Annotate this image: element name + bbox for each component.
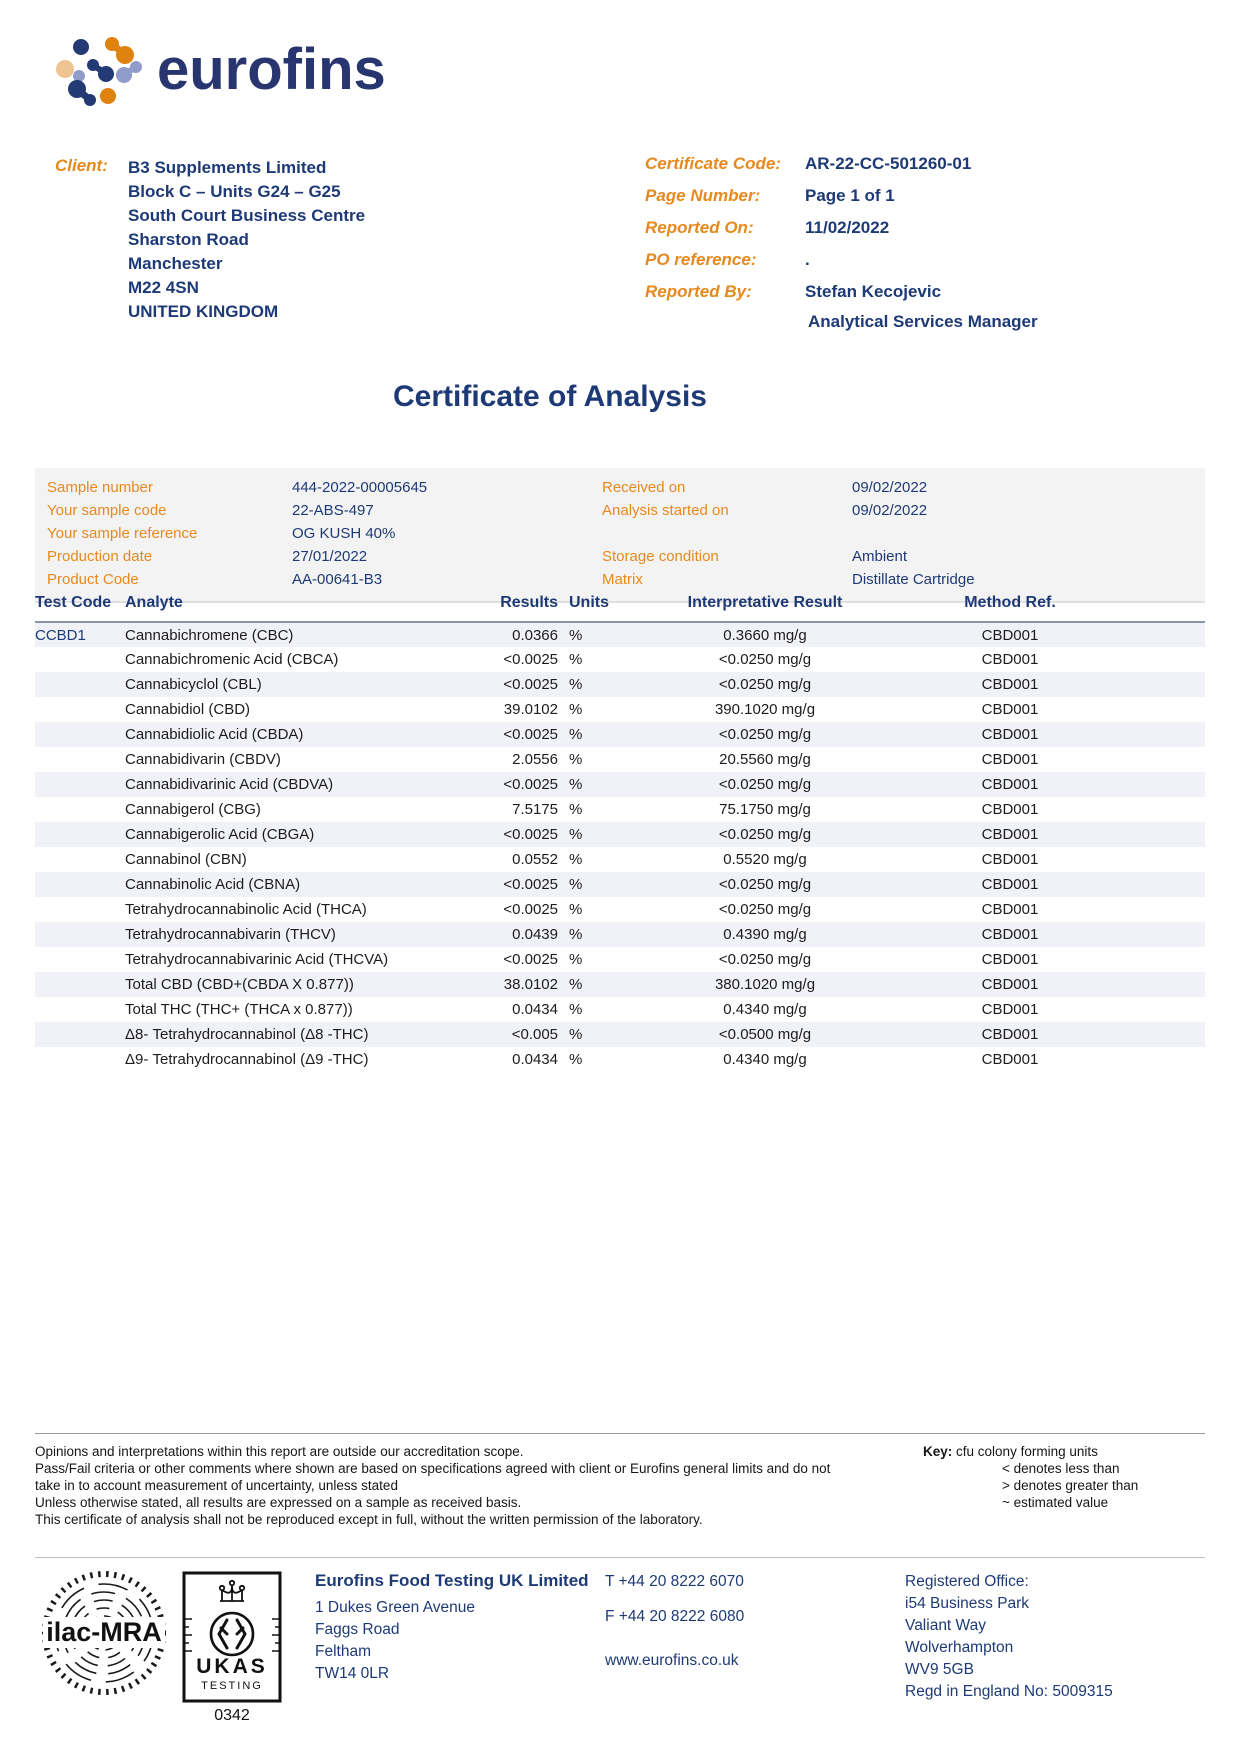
unit-cell: % xyxy=(569,751,583,768)
sample-info-value: 09/02/2022 xyxy=(852,479,928,496)
test-code-cell xyxy=(35,972,125,997)
result-cell: 0.0552 xyxy=(512,851,558,868)
registered-office-line: i54 Business Park xyxy=(905,1595,1030,1612)
sample-info-label xyxy=(602,522,852,545)
method-cell: CBD001 xyxy=(925,972,1095,997)
table-row xyxy=(35,797,1205,822)
analyte-cell: Tetrahydrocannabivarinic Acid (THCVA) xyxy=(125,951,389,968)
registered-office-line: Wolverhampton xyxy=(905,1639,1014,1656)
result-cell: <0.0025 xyxy=(460,872,560,897)
unit-cell: % xyxy=(560,1022,605,1047)
unit-cell: % xyxy=(560,822,605,847)
analyte-cell: Total THC (THC+ (THCA x 0.877)) xyxy=(125,1001,353,1018)
test-code-cell xyxy=(35,1047,125,1072)
sample-info-row xyxy=(47,545,1205,568)
interpretative-cell: 20.5560 mg/g xyxy=(719,751,811,768)
sample-info-label: Your sample reference xyxy=(47,525,198,542)
table-row xyxy=(35,772,1205,797)
sample-info-value: Ambient xyxy=(852,548,908,565)
table-row xyxy=(35,647,1205,672)
method-cell: CBD001 xyxy=(925,1022,1095,1047)
test-code-cell xyxy=(35,1022,125,1047)
interpretative-cell: <0.0250 mg/g xyxy=(605,872,925,897)
header-test-code: Test Code xyxy=(35,594,125,622)
result-cell: <0.0025 xyxy=(503,951,558,968)
disclaimer-section xyxy=(35,1433,1205,1528)
unit-cell: % xyxy=(560,872,605,897)
analyte-cell: Cannabidiol (CBD) xyxy=(125,701,251,718)
filler-cell xyxy=(1095,997,1205,1022)
method-cell: CBD001 xyxy=(925,672,1095,697)
result-cell: <0.0025 xyxy=(460,672,560,697)
test-code-cell: CCBD1 xyxy=(35,622,125,647)
interpretative-cell: <0.0500 mg/g xyxy=(605,1022,925,1047)
company-address-line: 1 Dukes Green Avenue xyxy=(315,1599,475,1616)
footer-divider xyxy=(35,1557,1205,1558)
table-row xyxy=(35,1022,1205,1047)
method-cell: CBD001 xyxy=(925,772,1095,797)
result-cell: 0.0434 xyxy=(512,1051,558,1068)
header-analyte: Analyte xyxy=(125,594,460,622)
disclaimer-line: This certificate of analysis shall not be reproduced except in full, without the written permission of the laboratory. xyxy=(35,1512,703,1527)
method-cell: CBD001 xyxy=(981,751,1039,768)
page-title: Certificate of Analysis xyxy=(393,380,707,413)
certificate-meta xyxy=(645,154,1205,332)
result-cell: 0.0434 xyxy=(512,1001,558,1018)
sample-info-row xyxy=(47,522,1205,545)
sample-info-label: Sample number xyxy=(47,479,153,496)
client-address-line: UNITED KINGDOM xyxy=(128,302,279,321)
key-heading xyxy=(923,1443,1138,1460)
result-cell: <0.0025 xyxy=(503,651,558,668)
analyte-cell: Cannabichromenic Acid (CBCA) xyxy=(125,651,339,668)
header-filler xyxy=(1095,594,1205,622)
unit-cell: % xyxy=(569,801,583,818)
company-address xyxy=(315,1597,589,1685)
filler-cell xyxy=(1095,647,1205,672)
company-address-line: TW14 0LR xyxy=(315,1665,390,1682)
sample-info-label: Analysis started on xyxy=(602,502,729,519)
interpretative-cell: <0.0250 mg/g xyxy=(605,722,925,747)
method-cell: CBD001 xyxy=(925,722,1095,747)
unit-cell: % xyxy=(569,1001,583,1018)
interpretative-cell: 390.1020 mg/g xyxy=(714,701,816,718)
sample-info-value: 444-2022-00005645 xyxy=(292,479,428,496)
interpretative-cell: 380.1020 mg/g xyxy=(605,972,925,997)
meta-row xyxy=(645,186,1205,206)
interpretative-cell: 0.5520 mg/g xyxy=(723,851,807,868)
analyte-cell: Cannabinolic Acid (CBNA) xyxy=(125,872,460,897)
unit-cell: % xyxy=(560,772,605,797)
sample-info-value: 27/01/2022 xyxy=(292,548,368,565)
registered-office-line: WV9 5GB xyxy=(905,1661,974,1678)
header-results: Results xyxy=(460,594,560,622)
meta-label: Page Number: xyxy=(645,186,761,205)
unit-cell: % xyxy=(560,722,605,747)
unit-cell: % xyxy=(569,701,583,718)
sample-info-label: Production date xyxy=(47,548,153,565)
table-row xyxy=(35,972,1205,997)
sample-info-row xyxy=(47,568,1205,591)
sample-info-label: Received on xyxy=(602,479,686,496)
table-row xyxy=(35,722,1205,747)
company-block xyxy=(315,1571,589,1685)
key-intro: cfu colony forming units xyxy=(956,1444,1098,1459)
test-code-cell xyxy=(35,747,125,772)
interpretative-cell: 0.3660 mg/g xyxy=(605,622,925,647)
sample-info-value: 22-ABS-497 xyxy=(292,502,374,519)
header-units: Units xyxy=(560,594,605,622)
unit-cell: % xyxy=(569,901,583,918)
accreditation-number: 0342 xyxy=(214,1707,250,1724)
unit-cell: % xyxy=(569,1051,583,1068)
method-cell: CBD001 xyxy=(981,701,1039,718)
svg-text:ilac-MRA: ilac-MRA xyxy=(46,1617,162,1647)
interpretative-cell: <0.0250 mg/g xyxy=(718,951,812,968)
meta-value: Page 1 of 1 xyxy=(805,186,895,205)
sample-info-value: 09/02/2022 xyxy=(852,502,928,519)
table-row xyxy=(35,847,1205,872)
filler-cell xyxy=(1095,672,1205,697)
unit-cell: % xyxy=(560,672,605,697)
test-code-cell xyxy=(35,922,125,947)
website-url: www.eurofins.co.uk xyxy=(605,1652,739,1669)
result-cell: <0.0025 xyxy=(460,822,560,847)
table-row xyxy=(35,997,1205,1022)
reported-by-title: Analytical Services Manager xyxy=(808,312,1038,331)
results-table-body xyxy=(35,622,1205,1072)
analyte-cell: Cannabigerol (CBG) xyxy=(125,801,261,818)
result-cell: 0.0366 xyxy=(460,622,560,647)
client-address-line: Manchester xyxy=(128,254,223,273)
meta-label: Certificate Code: xyxy=(645,154,782,173)
test-code-cell xyxy=(35,772,125,797)
analyte-cell: Total CBD (CBD+(CBDA X 0.877)) xyxy=(125,972,460,997)
analyte-cell: Cannabicyclol (CBL) xyxy=(125,672,460,697)
sample-info-label: Your sample code xyxy=(47,502,167,519)
table-row xyxy=(35,697,1205,722)
eurofins-wordmark: eurofins xyxy=(157,36,386,102)
filler-cell xyxy=(1095,772,1205,797)
result-cell: 7.5175 xyxy=(512,801,558,818)
eurofins-logo-icon xyxy=(55,32,143,115)
table-row xyxy=(35,672,1205,697)
interpretative-cell: 0.4340 mg/g xyxy=(723,1001,807,1018)
result-cell: 38.0102 xyxy=(460,972,560,997)
filler-cell xyxy=(1095,922,1205,947)
key-block xyxy=(923,1443,1138,1511)
test-code-cell xyxy=(35,897,125,922)
key-label: Key: xyxy=(923,1444,953,1459)
sample-info-label: Matrix xyxy=(602,571,643,588)
test-code-cell xyxy=(35,697,125,722)
filler-cell xyxy=(1095,897,1205,922)
analyte-cell: Cannabigerolic Acid (CBGA) xyxy=(125,822,460,847)
test-code-cell xyxy=(35,822,125,847)
result-cell: 0.0439 xyxy=(460,922,560,947)
client-label: Client: xyxy=(55,156,108,175)
company-name: Eurofins Food Testing UK Limited xyxy=(315,1571,589,1590)
result-cell: <0.0025 xyxy=(460,772,560,797)
results-table-header xyxy=(35,594,1205,622)
test-code-cell xyxy=(35,997,125,1022)
client-address-line: South Court Business Centre xyxy=(128,206,366,225)
sample-info-label: Product Code xyxy=(47,571,139,588)
results-table xyxy=(35,594,1205,1072)
key-item: > denotes greater than xyxy=(1002,1478,1139,1493)
method-cell: CBD001 xyxy=(981,851,1039,868)
meta-value: . xyxy=(805,250,810,269)
fax: F +44 20 8222 6080 xyxy=(605,1608,745,1625)
method-cell: CBD001 xyxy=(981,1001,1039,1018)
analyte-cell: Tetrahydrocannabinolic Acid (THCA) xyxy=(125,901,367,918)
sample-info-row xyxy=(47,499,1205,522)
table-row xyxy=(35,747,1205,772)
unit-cell: % xyxy=(560,922,605,947)
interpretative-cell: <0.0250 mg/g xyxy=(605,772,925,797)
company-address-line: Feltham xyxy=(315,1643,371,1660)
disclaimer-line: Opinions and interpretations within this report are outside our accreditation scope. xyxy=(35,1444,524,1459)
interpretative-cell: 75.1750 mg/g xyxy=(719,801,811,818)
interpretative-cell: <0.0250 mg/g xyxy=(605,672,925,697)
unit-cell: % xyxy=(569,951,583,968)
sample-info-value: Distillate Cartridge xyxy=(852,571,975,588)
meta-label: Reported By: xyxy=(645,282,752,301)
test-code-cell xyxy=(35,647,125,672)
disclaimer-line: Pass/Fail criteria or other comments where shown are based on specifications agreed with client or Eurofins general limits and do not xyxy=(35,1461,831,1476)
meta-row xyxy=(645,250,1205,270)
analyte-cell: Δ8- Tetrahydrocannabinol (Δ8 -THC) xyxy=(125,1022,460,1047)
registered-office-line: Valiant Way xyxy=(905,1617,986,1634)
interpretative-cell: <0.0250 mg/g xyxy=(718,901,812,918)
registered-office-title: Registered Office: xyxy=(905,1573,1029,1590)
ukas-logo-icon xyxy=(182,1571,282,1708)
contact-block xyxy=(605,1573,744,1670)
analyte-cell: Cannabidiolic Acid (CBDA) xyxy=(125,722,460,747)
interpretative-cell: 0.4340 mg/g xyxy=(723,1051,807,1068)
header-method: Method Ref. xyxy=(925,594,1095,622)
svg-text:UKAS: UKAS xyxy=(196,1655,268,1678)
registered-office-block xyxy=(905,1571,1113,1703)
result-cell: <0.0025 xyxy=(460,722,560,747)
key-item: < denotes less than xyxy=(1002,1461,1120,1476)
footer xyxy=(35,1565,1205,1750)
filler-cell xyxy=(1095,872,1205,897)
sample-info-value: AA-00641-B3 xyxy=(292,571,383,588)
eurofins-brand xyxy=(55,32,386,115)
analyte-cell: Cannabichromene (CBC) xyxy=(125,622,460,647)
filler-cell xyxy=(1095,972,1205,997)
table-row xyxy=(35,1047,1205,1072)
sample-info-value: OG KUSH 40% xyxy=(292,525,396,542)
client-block xyxy=(55,156,365,324)
table-row xyxy=(35,822,1205,847)
registered-office-line: Regd in England No: 5009315 xyxy=(905,1683,1113,1700)
result-cell: 2.0556 xyxy=(512,751,558,768)
analyte-cell: Cannabidivarin (CBDV) xyxy=(125,751,281,768)
client-address-line: B3 Supplements Limited xyxy=(128,158,327,177)
meta-row xyxy=(645,218,1205,238)
interpretative-cell: <0.0250 mg/g xyxy=(718,651,812,668)
filler-cell xyxy=(1095,797,1205,822)
filler-cell xyxy=(1095,722,1205,747)
filler-cell xyxy=(1095,847,1205,872)
table-row xyxy=(35,922,1205,947)
meta-value: 11/02/2022 xyxy=(805,218,890,237)
unit-cell: % xyxy=(560,622,605,647)
company-address-line: Faggs Road xyxy=(315,1621,400,1638)
meta-label: Reported On: xyxy=(645,218,754,237)
filler-cell xyxy=(1095,822,1205,847)
table-row xyxy=(35,947,1205,972)
table-row xyxy=(35,622,1205,647)
table-row xyxy=(35,897,1205,922)
analyte-cell: Cannabinol (CBN) xyxy=(125,851,247,868)
filler-cell xyxy=(1095,947,1205,972)
client-address-line: M22 4SN xyxy=(128,278,199,297)
analyte-cell: Tetrahydrocannabivarin (THCV) xyxy=(125,922,460,947)
client-address xyxy=(128,156,365,324)
method-cell: CBD001 xyxy=(981,1051,1039,1068)
disclaimer-line: take in to account measurement of uncertainty, unless stated xyxy=(35,1478,398,1493)
method-cell: CBD001 xyxy=(925,872,1095,897)
disclaimer-line: Unless otherwise stated, all results are expressed on a sample as received basis. xyxy=(35,1495,522,1510)
unit-cell: % xyxy=(569,851,583,868)
meta-value: Stefan Kecojevic xyxy=(805,282,942,301)
filler-cell xyxy=(1095,1047,1205,1072)
sample-info-panel xyxy=(35,468,1205,603)
ilac-mra-logo-icon xyxy=(41,1567,167,1704)
analyte-cell: Cannabidivarinic Acid (CBDVA) xyxy=(125,772,460,797)
table-row xyxy=(35,872,1205,897)
method-cell: CBD001 xyxy=(981,651,1039,668)
key-item: ~ estimated value xyxy=(1002,1495,1109,1510)
svg-text:TESTING: TESTING xyxy=(201,1680,263,1692)
interpretative-cell: 0.4390 mg/g xyxy=(605,922,925,947)
method-cell: CBD001 xyxy=(981,951,1039,968)
method-cell: CBD001 xyxy=(925,822,1095,847)
result-cell: 39.0102 xyxy=(503,701,558,718)
client-address-line: Sharston Road xyxy=(128,230,249,249)
sample-info-label: Storage condition xyxy=(602,548,719,565)
result-cell: <0.0025 xyxy=(503,901,558,918)
test-code-cell xyxy=(35,672,125,697)
method-cell: CBD001 xyxy=(925,622,1095,647)
test-code-cell xyxy=(35,722,125,747)
test-code-cell xyxy=(35,797,125,822)
meta-row xyxy=(645,154,1205,174)
client-address-line: Block C – Units G24 – G25 xyxy=(128,182,341,201)
filler-cell xyxy=(1095,1022,1205,1047)
result-cell: <0.005 xyxy=(460,1022,560,1047)
interpretative-cell: <0.0250 mg/g xyxy=(605,822,925,847)
test-code-cell xyxy=(35,947,125,972)
test-code-cell xyxy=(35,872,125,897)
meta-row xyxy=(645,282,1205,302)
filler-cell xyxy=(1095,747,1205,772)
unit-cell: % xyxy=(560,972,605,997)
unit-cell: % xyxy=(569,651,583,668)
meta-value: AR-22-CC-501260-01 xyxy=(805,154,972,173)
method-cell: CBD001 xyxy=(925,922,1095,947)
filler-cell xyxy=(1095,697,1205,722)
method-cell: CBD001 xyxy=(981,901,1039,918)
filler-cell xyxy=(1095,622,1205,647)
sample-info-row xyxy=(47,476,1205,499)
telephone: T +44 20 8222 6070 xyxy=(605,1573,744,1590)
header-interpretative: Interpretative Result xyxy=(605,594,925,622)
sample-info-value xyxy=(852,522,1205,545)
meta-label: PO reference: xyxy=(645,250,757,269)
test-code-cell xyxy=(35,847,125,872)
method-cell: CBD001 xyxy=(981,801,1039,818)
analyte-cell: Δ9- Tetrahydrocannabinol (Δ9 -THC) xyxy=(125,1051,369,1068)
